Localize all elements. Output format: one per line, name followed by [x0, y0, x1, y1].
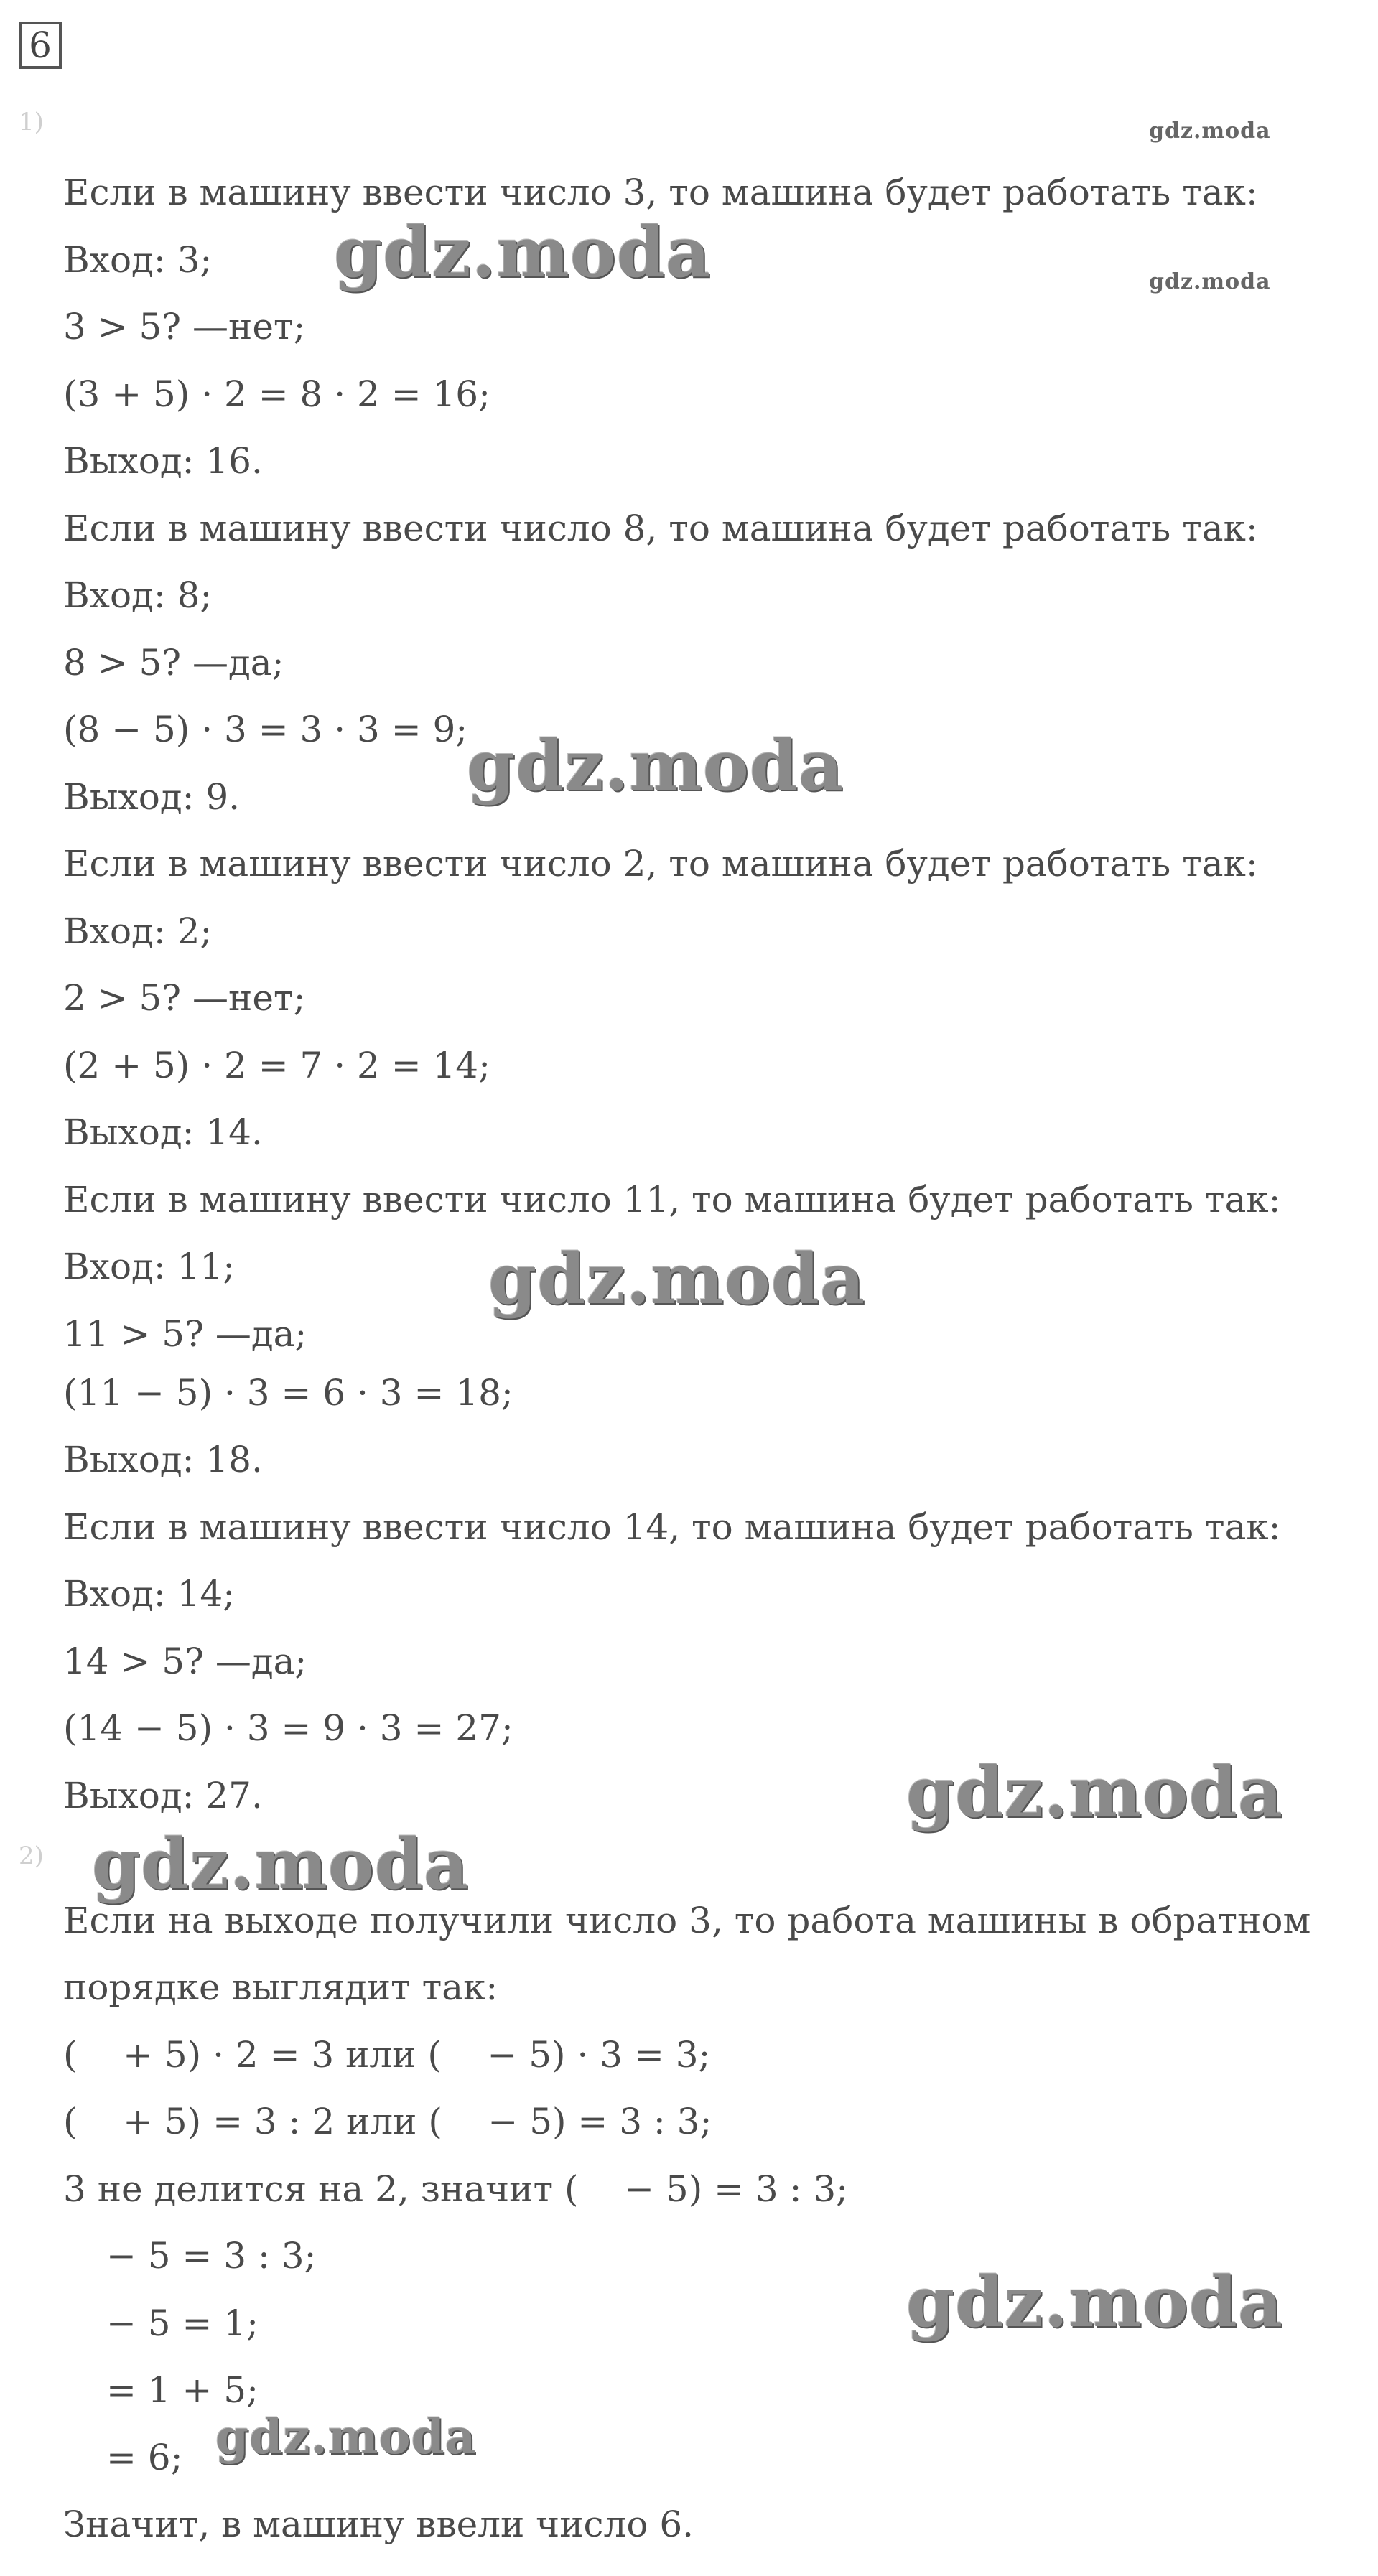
text-line: 11 > 5? —да; [63, 1313, 307, 1355]
watermark: gdz.moda [92, 1824, 470, 1905]
text-line: = 6; [106, 2437, 183, 2478]
text-line: 3 > 5? —нет; [63, 306, 306, 347]
text-line: (11 − 5) · 3 = 6 · 3 = 18; [63, 1372, 513, 1414]
text-line: Если в машину ввести число 11, то машина будет работать так: [63, 1179, 1281, 1221]
watermark: gdz.moda [467, 725, 844, 806]
watermark: gdz.moda [906, 1752, 1284, 1833]
text-line: Выход: 27. [63, 1775, 263, 1816]
part2-label: 2) [19, 1842, 44, 1870]
watermark: gdz.moda [906, 2262, 1284, 2343]
text-line: Вход: 8; [63, 574, 213, 616]
text-line: (2 + 5) · 2 = 7 · 2 = 14; [63, 1045, 490, 1086]
text-line: − 5 = 1; [106, 2302, 259, 2344]
text-line: (3 + 5) · 2 = 8 · 2 = 16; [63, 373, 490, 415]
watermark: gdz.moda [215, 2409, 477, 2465]
task-number: 6 [19, 22, 62, 69]
text-line: порядке выглядит так: [63, 1966, 498, 2008]
watermark: gdz.moda [1149, 118, 1271, 144]
text-line: 14 > 5? —да; [63, 1641, 307, 1682]
text-line: 3 не делится на 2, значит ( − 5) = 3 : 3; [63, 2168, 849, 2210]
part1-label: 1) [19, 108, 44, 136]
watermark: gdz.moda [334, 212, 712, 293]
watermark: gdz.moda [488, 1238, 866, 1320]
text-line: = 1 + 5; [106, 2369, 259, 2411]
text-line: Вход: 14; [63, 1573, 236, 1615]
text-line: Вход: 3; [63, 239, 213, 281]
text-line: Если в машину ввести число 3, то машина будет работать так: [63, 172, 1258, 213]
text-line: Вход: 2; [63, 910, 213, 952]
text-line: Если в машину ввести число 14, то машина будет работать так: [63, 1506, 1281, 1548]
text-line: Выход: 14. [63, 1111, 263, 1153]
text-line: Если в машину ввести число 8, то машина будет работать так: [63, 508, 1258, 549]
text-line: Выход: 9. [63, 776, 241, 818]
watermark: gdz.moda [1149, 269, 1271, 294]
text-line: Если в машину ввести число 2, то машина будет работать так: [63, 843, 1258, 885]
text-line: − 5 = 3 : 3; [106, 2235, 317, 2277]
text-line: Вход: 11; [63, 1246, 236, 1287]
text-line: 2 > 5? —нет; [63, 977, 306, 1019]
text-line: Выход: 18. [63, 1439, 263, 1480]
text-line: ( + 5) · 2 = 3 или ( − 5) · 3 = 3; [63, 2034, 711, 2076]
text-line: 8 > 5? —да; [63, 642, 284, 683]
text-line: (8 − 5) · 3 = 3 · 3 = 9; [63, 709, 468, 750]
text-line: Если на выходе получили число 3, то работа машины в обратном [63, 1900, 1311, 1941]
text-line: Выход: 16. [63, 440, 263, 482]
text-line: ( + 5) = 3 : 2 или ( − 5) = 3 : 3; [63, 2101, 712, 2142]
text-line: (14 − 5) · 3 = 9 · 3 = 27; [63, 1707, 513, 1749]
text-line: Значит, в машину ввели число 6. [63, 2503, 694, 2545]
